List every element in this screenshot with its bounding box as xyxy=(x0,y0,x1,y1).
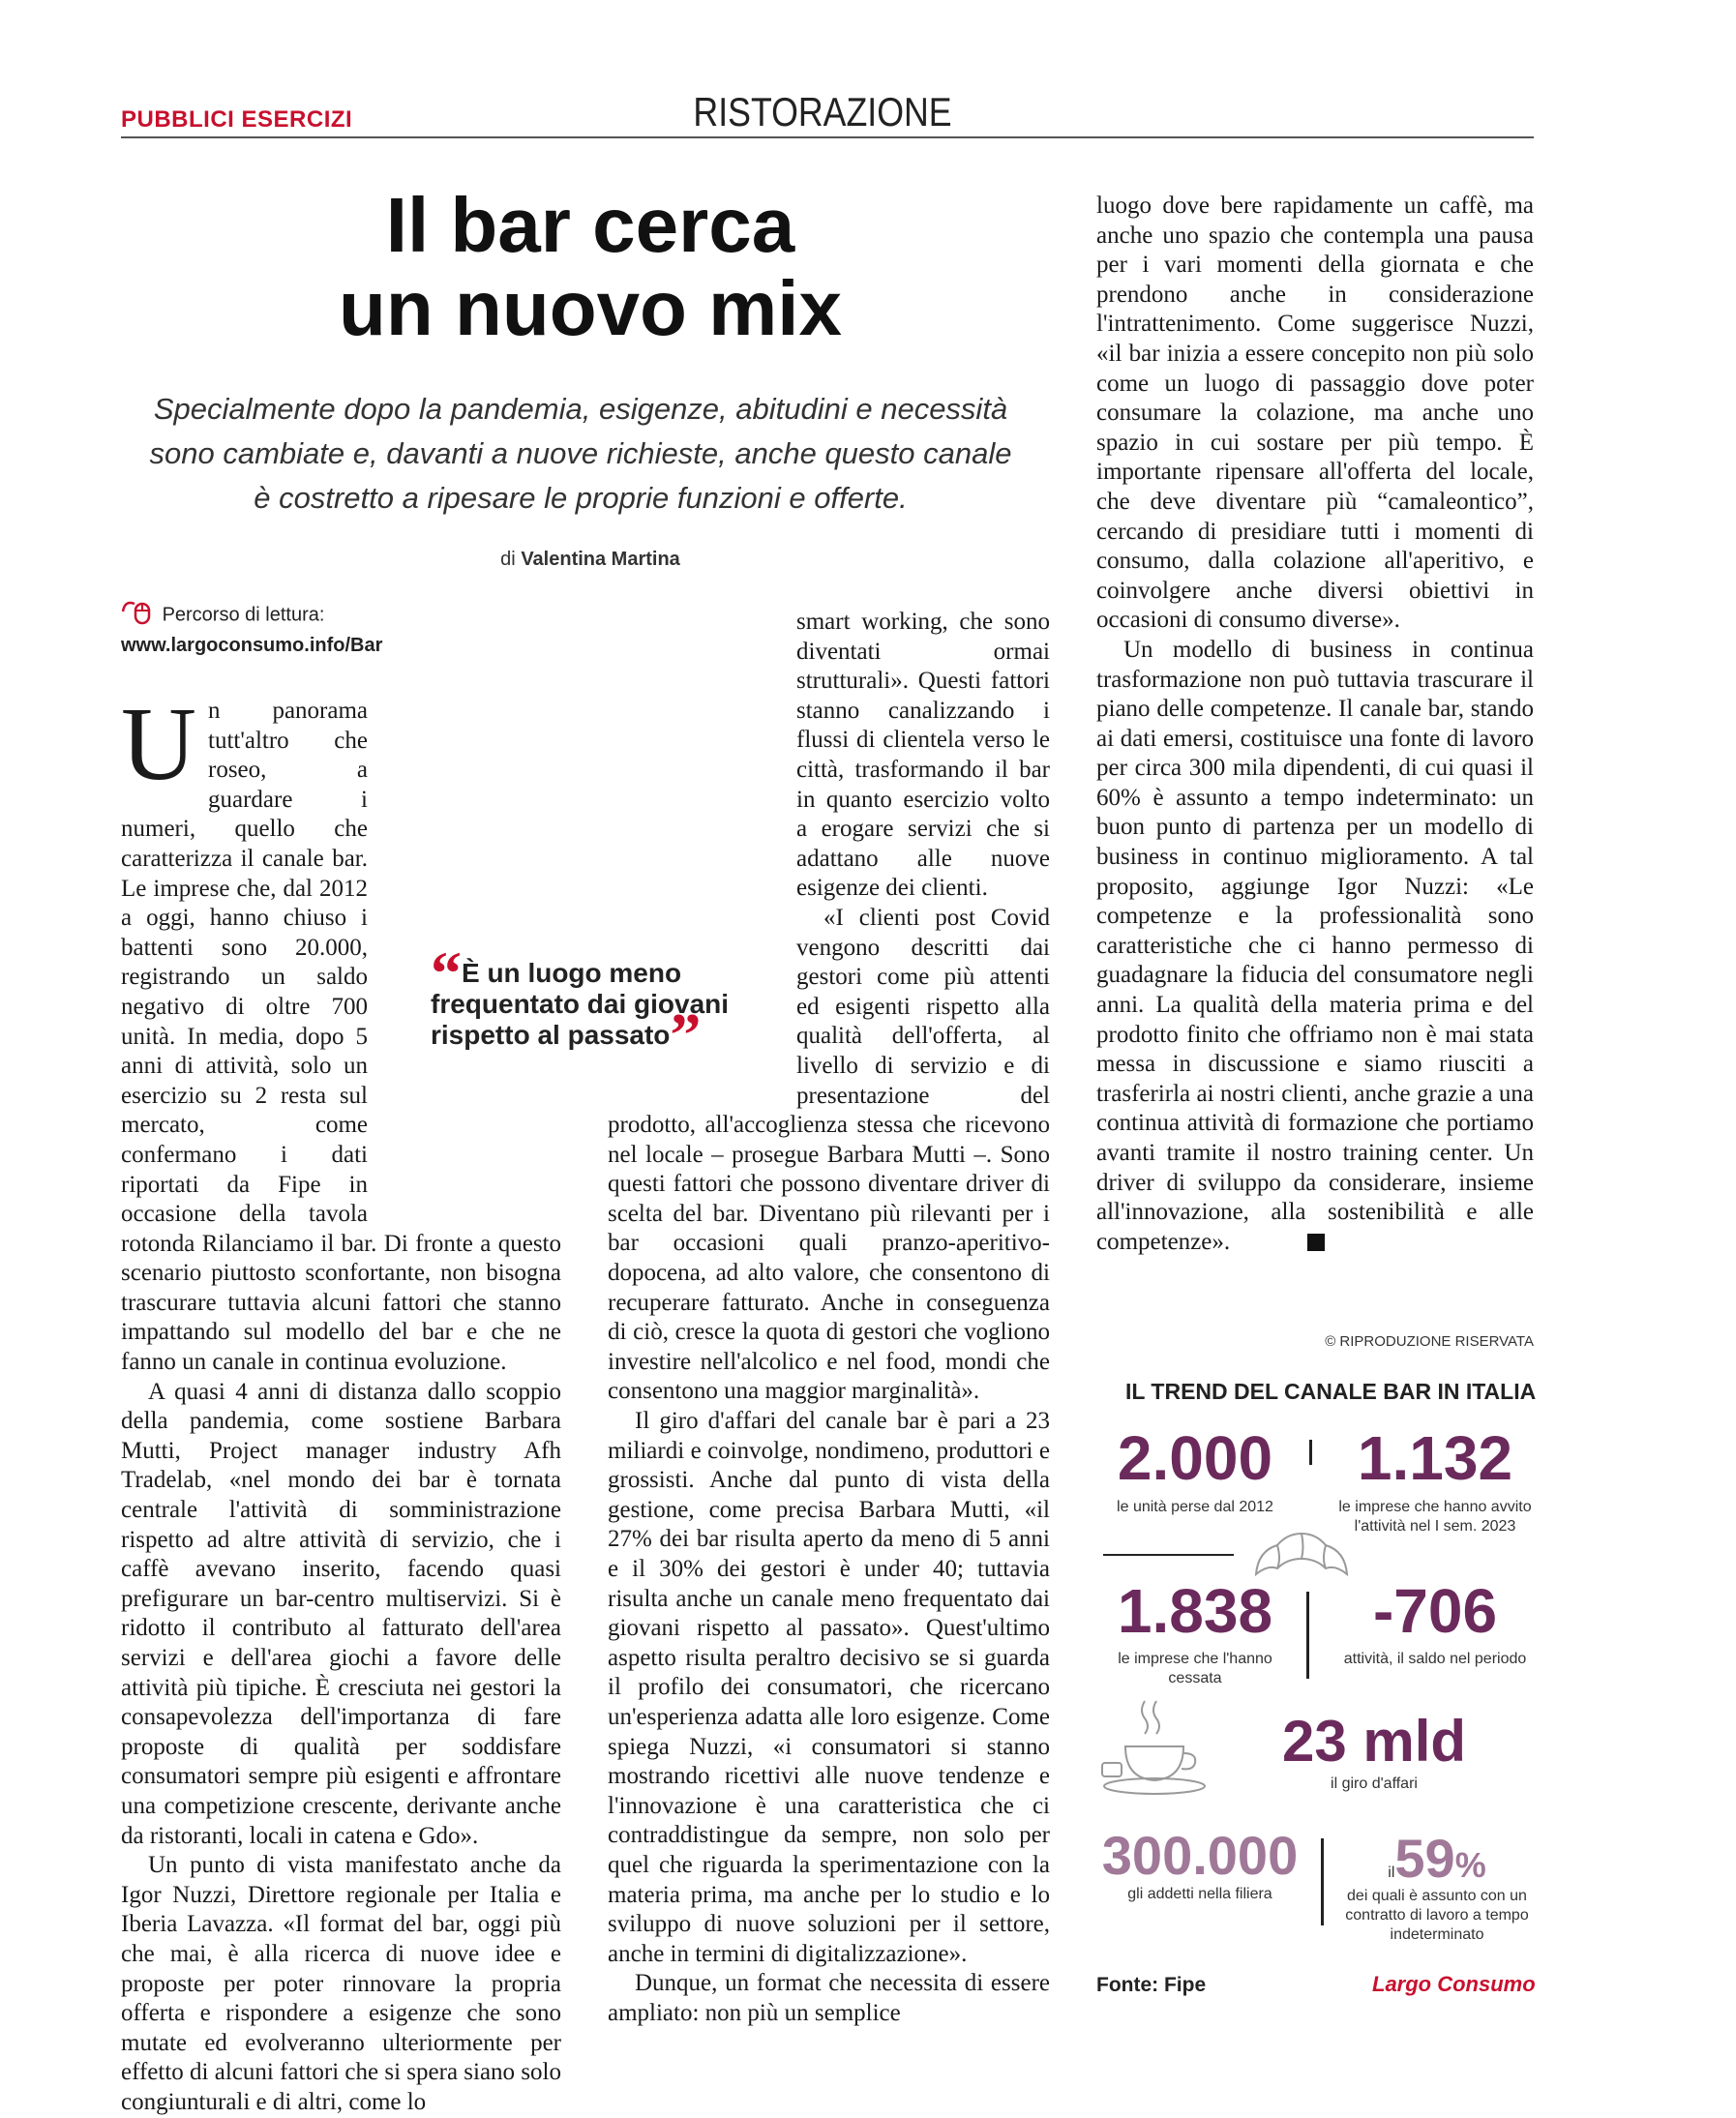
deck-line-2: sono cambiate e, davanti a nuove richieste, anche questo canale xyxy=(149,436,1012,470)
headline-line-1: Il bar cerca xyxy=(385,182,795,268)
byline-author: Valentina Martina xyxy=(521,549,680,570)
reading-path xyxy=(121,598,440,659)
article-column-1 xyxy=(121,687,561,2115)
stat-new-businesses-label: le imprese che hanno avvito l'attività nel I sem. 2023 xyxy=(1338,1499,1532,1535)
byline-prefix: di xyxy=(500,549,516,570)
headline-line-2: un nuovo mix xyxy=(339,265,842,351)
paragraph: «I clienti post Covid vengono descritti dai gestori come più attenti ed esigenti rispetto alla qualità dell'offerta, al livello di servizio e di presentazione del prodotto, all'accoglienza stessa che ricevono nel locale – prosegue Barbara Mutti –. Sono questi fattori che possono diventare driver di scelta del bar. Diventano più rilevanti per i bar occasioni quali pranzo-aperitivo-dopocena, ad alto valore, che consentono di recuperare fatturato. Anche in conseguenza di ciò, cresce la quota di gestori che vogliono investire nell'alcolico e nel food, mondi che consentono una maggior marginalità». xyxy=(608,904,1050,1405)
divider xyxy=(1306,1592,1309,1679)
paragraph: Dunque, un format che necessita di essere ampliato: non più un semplice xyxy=(608,1970,1050,2026)
divider xyxy=(1103,1554,1234,1556)
paragraph: Un punto di vista manifestato anche da Igor Nuzzi, Direttore regionale per Italia e Iberia Lavazza. «Il format del bar, oggi più che mai, è alla ricerca di nuove idee e proposte per poter rinnovare la propria offerta e rispondere a esigenze che sono mutate ed evolveranno ulteriormente per effetto di alcuni fattori che si spera siano solo congiunturali e di altri, come lo xyxy=(121,1852,561,2115)
divider xyxy=(1309,1440,1312,1465)
paragraph: n panorama tutt'altro che roseo, a guardare i numeri, quello che caratterizza il canale bar. Le imprese che, dal 2012 a oggi, hanno chiuso i battenti sono 20.000, registrando un saldo negativo di oltre 700 unità. In media, dopo 5 anni di attività, solo un esercizio su 2 resta sul mercato, come confermano i dati riportati da Fipe in occasione della tavola rotonda Rilanciamo il bar. Di fronte a questo scenario piuttosto sconfortante, non bisogna trascurare tuttavia alcuni fattori che stanno impattando sul modello del bar e che ne fanno un canale in continua evoluzione. xyxy=(121,698,561,1376)
stat-turnover: 23 mld xyxy=(1281,1709,1467,1774)
stat-new-businesses: 1.132 xyxy=(1357,1423,1513,1493)
byline xyxy=(242,549,939,571)
paragraph: luogo dove bere rapidamente un caffè, ma anche uno spazio che contempla una pausa per i vari momenti della giornata e che prendono anche in considerazione l'intrattenimento. Come suggerisce Nuzzi, «il bar inizia a essere concepito non più solo come un luogo di passaggio dove poter consumare la colazione, ma anche uno spazio in cui sostare per più tempo. È importante ripensare all'offerta del locale, che deve diventare più “camaleontico”, cercando di presidiare tutti i momenti di consumo, dalla colazione all'aperitivo, e coinvolgere anche diversi obiettivi in occasioni di consumo diverse». xyxy=(1096,193,1534,634)
header-rule xyxy=(121,136,1534,138)
deck-line-1: Specialmente dopo la pandemia, esigenze, abitudini e necessità xyxy=(153,392,1008,426)
reading-path-label: Percorso di lettura: xyxy=(162,604,325,626)
paragraph: Il giro d'affari del canale bar è pari a 23 miliardi e coinvolge, nondimeno, produttori e grossisti. Anche dal punto di vista della gestione, come precisa Barbara Mutti, «il 27% dei bar risulta aperto da meno di 5 anni e il 30% dei gestori è under 40; tuttavia risulta anche un canale meno frequentato dai giovani rispetto al passato». Quest'ultimo aspetto risulta peraltro decisivo se si guarda il profilo dei consumatori, che ricercano un'esperienza adatta alle loro esigenze. Come spiega Nuzzi, «i consumatori si stanno mostrando ricettivi alle nuove tendenze e l'innovazione è una caratteristica che ci contraddistingue da sempre, non solo per quel che riguarda la sperimentazione con la materia prima, ma anche per lo studio e lo sviluppo di nuove soluzioni per il settore, anche in termini di digitalizzazione». xyxy=(608,1408,1050,1967)
infographic-source: Fonte: Fipe xyxy=(1096,1974,1207,1996)
paragraph: smart working, che sono diventati ormai strutturali». Questi fattori stanno canalizzando i flussi di clientela verso le città, trasformando il bar in quanto esercizio volto a erogare servizi che si adattano alle nuove esigenze dei clienti. xyxy=(796,609,1050,902)
copyright: © RIPRODUZIONE RISERVATA xyxy=(1325,1333,1534,1350)
stat-closed-businesses-label: le imprese che l'hanno cessata xyxy=(1118,1651,1272,1686)
section-label: PUBBLICI ESERCIZI xyxy=(121,106,353,133)
paragraph: A quasi 4 anni di distanza dallo scoppio della pandemia, come sostiene Barbara Mutti, Project manager industry Afh Tradelab, «nel mondo dei bar è tornata centrale l'attività di somministrazione rispetto ad altre attività di servizio, che i caffè avevano inserito, facendo quasi prefigurare un bar-centro multiservizi. Si è ridotto il contributo al fatturato dell'area servizi e dell'area giochi a favore delle attività più tipiche. È cresciuta nei gestori la consapevolezza dell'importanza di fare proposte di qualità per soddisfare consumatori sempre più esigenti e affrontare una competizione crescente, derivante anche da ristoranti, locali in catena e Gdo». xyxy=(121,1378,561,1849)
infographic-title: IL TREND DEL CANALE BAR IN ITALIA xyxy=(1125,1379,1537,1404)
paragraph: Un modello di business in continua trasformazione non può tuttavia trascurare il piano delle competenze. Il canale bar, stando ai dati emersi, costituisce una fonte di lavoro per circa 300 mila dipendenti, di cui quasi il 60% è assunto a tempo indeterminato: un buon punto di partenza per un modello di business in continuo miglioramento. A tal proposito, aggiunge Igor Nuzzi: «Le competenze e la professionalità sono caratteristiche che ci hanno permesso di guadagnare la fiducia del consumatore negli anni. La qualità della materia prima e del prodotto finito che offriamo non è mai stata messa in discussione e siamo riusciti a trasferirla ai nostri clienti, anche grazie a una continua attività di formazione che portiamo avanti tramite il nostro training center. Un driver di sviluppo da considerare, insieme all'innovazione, alla sostenibilità e alle competenze». xyxy=(1096,636,1534,1255)
stat-employees: 300.000 xyxy=(1101,1825,1299,1886)
article-column-3 xyxy=(1096,192,1534,1333)
mouse-click-icon xyxy=(121,598,154,633)
deck xyxy=(145,387,1016,521)
close-quote-icon: ” xyxy=(670,1000,702,1069)
brand-logo: Largo Consumo xyxy=(1372,1972,1536,1996)
divider xyxy=(1321,1838,1324,1925)
article-column-2 xyxy=(608,608,1050,2026)
headline xyxy=(242,184,939,350)
section-title: RISTORAZIONE xyxy=(693,89,952,134)
dropcap: U xyxy=(121,687,196,802)
reading-path-url[interactable]: www.largoconsumo.info/Bar xyxy=(121,635,383,656)
stat-net-balance: -706 xyxy=(1372,1576,1498,1646)
coffee-cup-icon xyxy=(1096,1693,1212,1805)
stat-turnover-label: il giro d'affari xyxy=(1331,1775,1418,1792)
stat-units-lost: 2.000 xyxy=(1117,1423,1273,1493)
deck-line-3: è costretto a ripesare le proprie funzioni e offerte. xyxy=(254,481,908,515)
end-mark-icon xyxy=(1307,1234,1325,1251)
stat-permanent-contracts: il59% xyxy=(1388,1828,1486,1889)
stat-employees-label: gli addetti nella filiera xyxy=(1127,1886,1272,1902)
stat-closed-businesses: 1.838 xyxy=(1117,1576,1273,1646)
open-quote-icon: “ xyxy=(431,939,462,1007)
stat-permanent-contracts-label: dei quali è assunto con un contratto di lavoro a tempo indeterminato xyxy=(1345,1888,1529,1943)
stat-units-lost-label: le unità perse dal 2012 xyxy=(1117,1499,1273,1515)
pull-quote: “È un luogo meno frequentato dai giovani rispetto al passato” xyxy=(431,939,730,1069)
stat-net-balance-label: attività, il saldo nel periodo xyxy=(1343,1651,1527,1667)
